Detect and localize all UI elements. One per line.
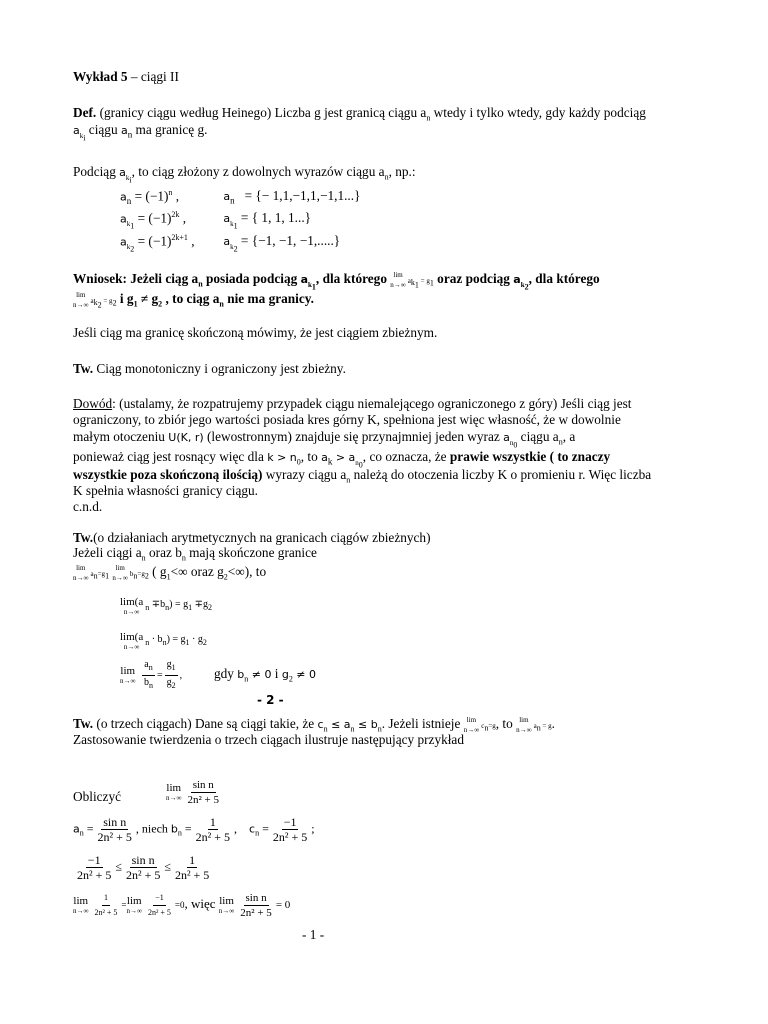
formula-sum: lim(a n→∞ $_n \mp b_n) = g_1 \mp g_2$	[120, 596, 212, 616]
definition-line-1: Def. (granicy ciągu według Heinego) Liczba g jest granicą ciągu $a_n$ wtedy i tylko wtedy, gdy każdy podciąg	[73, 105, 646, 123]
subsequence-intro: Podciąg $a_{k_i}$, to ciąg złożony z dowolnych wyrazów ciągu $a_n$, np.:	[73, 164, 416, 185]
example-row-2: $a_{k_1} = (-1)^{2k}$ , $a_{k_1}$ = { 1, 1, 1...}	[120, 210, 312, 231]
convergent-sentence: Jeśli ciąg ma granicę skończoną mówimy, że jest ciągiem zbieżnym.	[73, 325, 438, 340]
example-compute-label: Obliczyć	[73, 789, 121, 804]
theorem-arithmetic: Tw.(o działaniach arytmetycznych na granicach ciągów zbieżnych)	[73, 530, 431, 545]
proof-line-4: ponieważ ciąg jest rosnący więc dla $k > n_0$, to $a_k > a_{n_0}$, co oznacza, że prawie wszystkie ( to znaczy	[73, 449, 611, 470]
example-inequality-chain: $\frac{-1}{\text{2n² + 5}}$ ≤ $\frac{\text{sin n}}{\text{2n² + 5}}$ ≤ $\frac{1}{\text{2n² + 5}}$	[77, 853, 210, 882]
lecture-title: Wykład 5 – ciągi II	[73, 69, 179, 84]
example-row-3: $a_{k_2} = (-1)^{2k+1}$ , $a_{k_2} = \{-1$, −1, −1,.....}	[120, 233, 341, 254]
formula-quotient: lim n→∞ $\frac{a_n}{b_n}$ = $\frac{g_1}{g_2}$ ,	[120, 659, 183, 690]
proof-end: c.n.d.	[73, 499, 103, 514]
proof-line-6: K spełnia własności granicy ciągu.	[73, 483, 258, 498]
example-limit-expression: lim n→∞ $\frac{\text{sin n}}{\text{2n² + 5}}$	[166, 779, 220, 806]
proof-line-2: ograniczony, to zbiór jego wartości posiada kres górny K, spełniona jest więc własność, że w dowolnie	[73, 412, 621, 427]
proof-line-3: małym otoczeniu U(K, r) (lewostronnym) znajduje się przynajmniej jeden wyraz $a_{n_0}$ ciągu $a_n$, a	[73, 429, 576, 450]
corollary-line-1: Wniosek: Jeżeli ciąg $a_n$ posiada podciąg $a_{k_1}$, dla którego lim n→∞ $a_{k_1} = g_1$ oraz podciąg $a_{k_2}$, dla którego	[73, 271, 600, 292]
proof-line-5: wszystkie poza skończoną ilością) wyrazy ciągu $a_n$ należą do otoczenia liczby K o promieniu r. Więc liczba	[73, 467, 652, 485]
page-marker-2: - 2 -	[257, 693, 284, 707]
theorem-squeeze: Tw. (o trzech ciągach) Dane są ciągi takie, że $c_n \le a_n \le b_n$. Jeżeli istnieje lim n→∞ $c_n=g$, to lim n→∞ $a_n = g$.	[73, 716, 555, 734]
formula-product: lim(a n→∞ $_n \cdot b_n) = g_1 \cdot g_2$	[120, 631, 207, 651]
definition-line-2: $a_{k_i}$ ciągu $a_n$ ma granicę g.	[73, 122, 208, 143]
example-row-1: $a_n = (-1)^n$ , $a_n$ = {− 1,1,−1,1,−1,1...}	[120, 188, 361, 207]
quotient-condition: gdy $b_n \ne 0$ i $g_2 \ne 0$	[214, 666, 317, 684]
corollary-line-2: lim n→∞ $a_{k_2} = g_2$ i $g_1 \ne g_2$ , to ciąg $a_n$ nie ma granicy.	[73, 291, 314, 311]
theorem-squeeze-line-2: Zastosowanie twierdzenia o trzech ciągach ilustruje następujący przykład	[73, 732, 464, 747]
theorem-monotonic: Tw. Ciąg monotoniczny i ograniczony jest zbieżny.	[73, 361, 346, 376]
theorem-arithmetic-line-3: lim n→∞ $a_n=g_1$ lim n→∞ $b_n=g_2$ ( $g_1<\infty$ oraz $g_2<\infty$), to	[73, 564, 267, 582]
theorem-arithmetic-line-2: Jeżeli ciągi $a_n$ oraz $b_n$ mają skończone granice	[73, 545, 317, 563]
page-marker-1: - 1 -	[302, 927, 325, 942]
proof-line-1: Dowód: (ustalamy, że rozpatrujemy przypadek ciągu niemalejącego ograniczonego z góry) Jeśli ciąg jest	[73, 396, 632, 411]
example-conclusion: lim n→∞ $\frac{1}{\text{2n² + 5}}$ = lim n→∞ $\frac{-1}{\text{2n² + 5}}$ =0, więc lim n→∞ $\frac{\text{sin n}}{\text{2n² + 5}}$ = 0	[73, 892, 291, 919]
example-sequences-definition: $a_n$ = $\frac{\text{sin n}}{\text{2n² + 5}}$ , niech $b_n$ = $\frac{1}{\text{2n² + 5}}$ , $c_n$ = $\frac{-1}{\text{2n² + 5}}$ ;	[73, 815, 315, 844]
